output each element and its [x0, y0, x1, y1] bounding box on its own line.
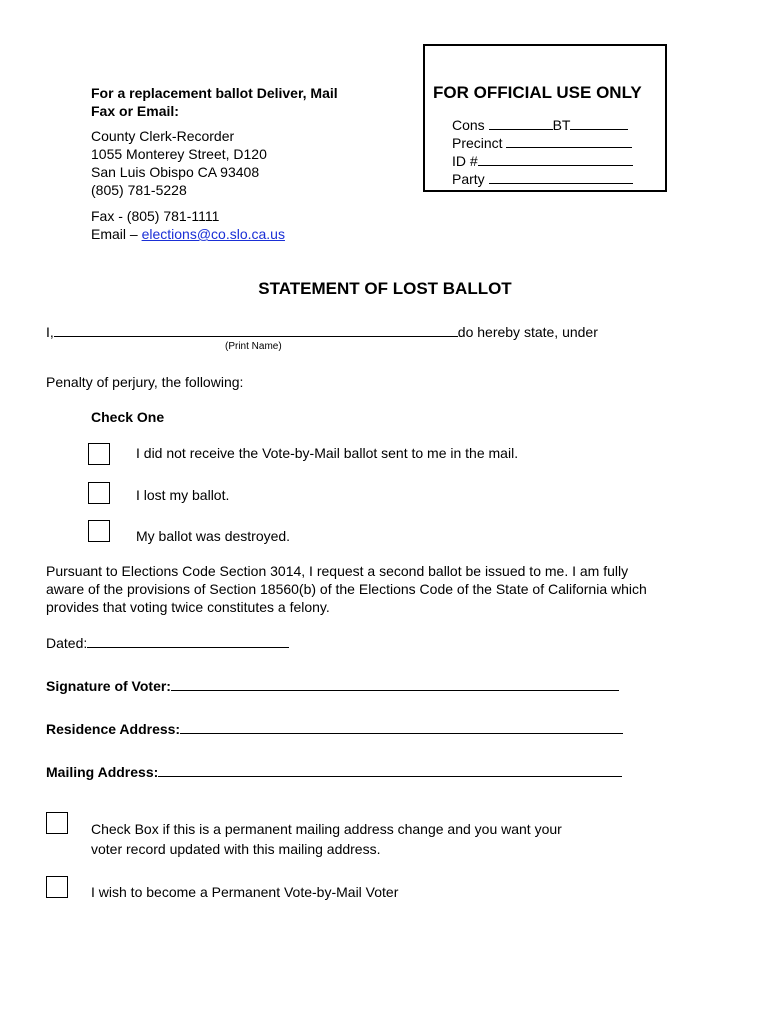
phone-number: (805) 781-5228: [91, 182, 187, 198]
signature-field[interactable]: [171, 677, 619, 691]
perjury-text: Penalty of perjury, the following:: [46, 374, 244, 390]
id-field[interactable]: [478, 152, 633, 166]
option-not-received-checkbox[interactable]: [88, 443, 110, 465]
signature-label: Signature of Voter:: [46, 678, 171, 694]
replacement-instructions-line2: Fax or Email:: [91, 103, 179, 119]
pursuant-line: Pursuant to Elections Code Section 3014, I request a second ballot be issued to me. I am fully: [46, 563, 629, 579]
email-link[interactable]: elections@co.slo.ca.us: [141, 226, 285, 242]
residence-field[interactable]: [180, 720, 623, 734]
id-label: ID #: [452, 153, 478, 169]
mailing-row: [46, 763, 622, 781]
permanent-address-change-line2: voter record updated with this mailing address.: [91, 841, 381, 857]
option-lost-checkbox[interactable]: [88, 482, 110, 504]
email-line: [91, 225, 285, 243]
dated-field[interactable]: [87, 634, 289, 648]
option-destroyed-label: My ballot was destroyed.: [136, 528, 291, 544]
address-line: 1055 Monterey Street, D120: [91, 146, 267, 162]
party-field[interactable]: [489, 170, 633, 184]
precinct-row: [452, 134, 632, 152]
residence-label: Residence Address:: [46, 721, 181, 737]
precinct-label: Precinct: [452, 135, 503, 151]
address-line: County Clerk-Recorder: [91, 128, 235, 144]
option-lost-label: I lost my ballot.: [136, 487, 230, 503]
permanent-address-change-checkbox[interactable]: [46, 812, 68, 834]
official-use-title: FOR OFFICIAL USE ONLY: [433, 83, 642, 102]
cons-field[interactable]: [489, 116, 553, 130]
option-destroyed-checkbox[interactable]: [88, 520, 110, 542]
print-name-field[interactable]: [54, 323, 458, 337]
permanent-address-change-line1: Check Box if this is a permanent mailing address change and you want your: [91, 821, 562, 837]
cons-bt-row: [452, 116, 628, 134]
name-statement-row: [46, 323, 598, 341]
form-title: STATEMENT OF LOST BALLOT: [258, 279, 512, 298]
replacement-instructions-line1: For a replacement ballot Deliver, Mail: [91, 85, 338, 101]
state-text: do hereby state, under: [457, 324, 598, 340]
mailing-label: Mailing Address:: [46, 764, 159, 780]
address-line: San Luis Obispo CA 93408: [91, 164, 260, 180]
id-row: [452, 152, 633, 170]
print-name-caption: (Print Name): [225, 341, 282, 352]
pursuant-line: provides that voting twice constitutes a felony.: [46, 599, 330, 615]
dated-row: [46, 634, 289, 652]
dated-label: Dated:: [46, 635, 88, 651]
email-label: Email –: [91, 226, 142, 242]
bt-field[interactable]: [570, 116, 628, 130]
mailing-field[interactable]: [158, 763, 622, 777]
permanent-vbm-label: I wish to become a Permanent Vote-by-Mail Voter: [91, 884, 399, 900]
party-label: Party: [452, 171, 485, 187]
check-one-label: Check One: [91, 409, 165, 425]
party-row: [452, 170, 633, 188]
signature-row: [46, 677, 619, 695]
bt-label: BT: [552, 117, 571, 133]
cons-label: Cons: [452, 117, 485, 133]
i-label: I,: [46, 324, 54, 340]
option-not-received-label: I did not receive the Vote-by-Mail ballot sent to me in the mail.: [136, 445, 519, 461]
permanent-vbm-checkbox[interactable]: [46, 876, 68, 898]
residence-row: [46, 720, 623, 738]
pursuant-line: aware of the provisions of Section 18560(b) of the Elections Code of the State of California which: [46, 581, 647, 597]
fax-number: Fax - (805) 781-1111: [91, 208, 220, 224]
precinct-field[interactable]: [506, 134, 632, 148]
